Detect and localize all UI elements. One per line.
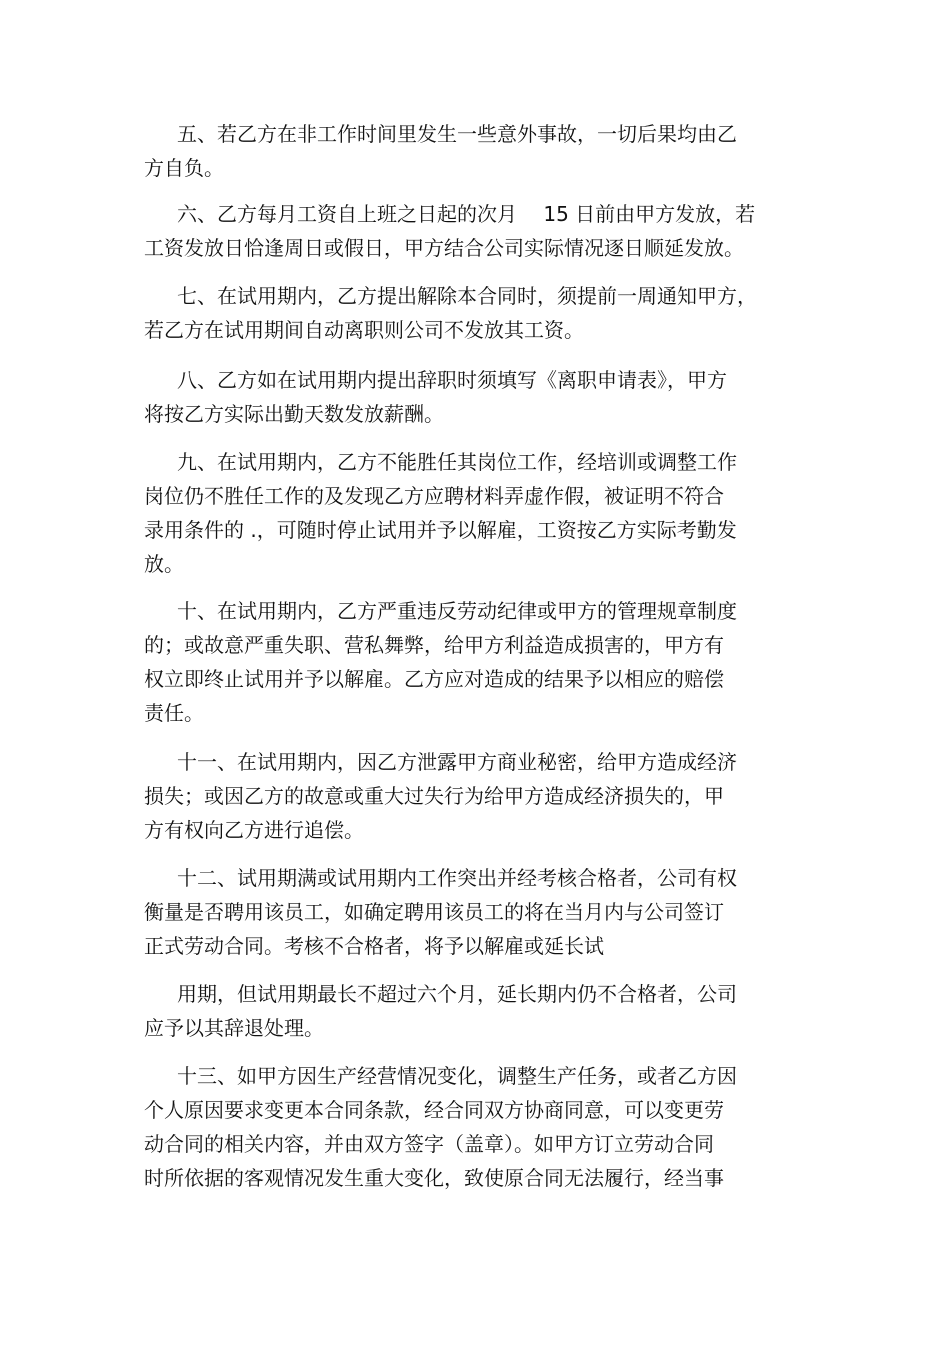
clause-10 [144,594,774,730]
text-line: 应予以其辞退处理。 [144,1016,324,1040]
text-line: 责任。 [144,701,204,725]
text-line: 个人原因要求变更本合同条款，经合同双方协商同意，可以变更劳 [144,1098,724,1122]
text-line: 权立即终止试用并予以解雇。乙方应对造成的结果予以相应的赔偿 [144,667,724,691]
text-line: 用期，但试用期最长不超过六个月，延长期内仍不合格者，公司 [177,982,737,1006]
text-line: 的；或故意严重失职、营私舞弊，给甲方利益造成损害的，甲方有 [144,633,724,657]
text-line: 若乙方在试用期间自动离职则公司不发放其工资。 [144,318,584,342]
text-line: 十三、如甲方因生产经营情况变化，调整生产任务，或者乙方因 [177,1064,737,1088]
clause-12 [144,861,774,963]
text-line: 方有权向乙方进行追偿。 [144,818,364,842]
text-line: 八、乙方如在试用期内提出辞职时须填写《离职申请表》，甲方 [177,368,727,392]
clause-5 [144,117,774,185]
text-line: 正式劳动合同。考核不合格者，将予以解雇或延长试 [144,934,604,958]
text-line: 衡量是否聘用该员工，如确定聘用该员工的将在当月内与公司签订 [144,900,724,924]
text-line: 时所依据的客观情况发生重大变化，致使原合同无法履行，经当事 [144,1166,724,1190]
text-line: 工资发放日恰逢周日或假日，甲方结合公司实际情况逐日顺延发放。 [144,236,744,260]
text-line: 将按乙方实际出勤天数发放薪酬。 [144,402,444,426]
clause-8 [144,363,774,431]
text-line: 录用条件的 .，可随时停止试用并予以解雇，工资按乙方实际考勤发 [144,518,737,542]
clause-12-continuation [144,977,774,1045]
text-line: 动合同的相关内容，并由双方签字（盖章）。如甲方订立劳动合同 [144,1132,714,1156]
clause-6 [144,197,774,265]
clause-13 [144,1059,774,1195]
clause-9 [144,445,774,581]
text-line: 十一、在试用期内，因乙方泄露甲方商业秘密，给甲方造成经济 [177,750,737,774]
text-line: 放。 [144,552,184,576]
text-line: 七、在试用期内，乙方提出解除本合同时，须提前一周通知甲方， [177,284,757,308]
text-line: 岗位仍不胜任工作的及发现乙方应聘材料弄虚作假，被证明不符合 [144,484,724,508]
clause-11 [144,745,774,847]
text-line: 十、在试用期内，乙方严重违反劳动纪律或甲方的管理规章制度 [177,599,737,623]
text-line: 九、在试用期内，乙方不能胜任其岗位工作，经培训或调整工作 [177,450,737,474]
text-line: 五、若乙方在非工作时间里发生一些意外事故，一切后果均由乙 [177,122,737,146]
text-line: 十二、试用期满或试用期内工作突出并经考核合格者，公司有权 [177,866,737,890]
text-line: 方自负。 [144,156,224,180]
text-line: 六、乙方每月工资自上班之日起的次月 15 日前由甲方发放，若 [177,202,756,226]
clause-7 [144,279,774,347]
text-line: 损失；或因乙方的故意或重大过失行为给甲方造成经济损失的，甲 [144,784,724,808]
